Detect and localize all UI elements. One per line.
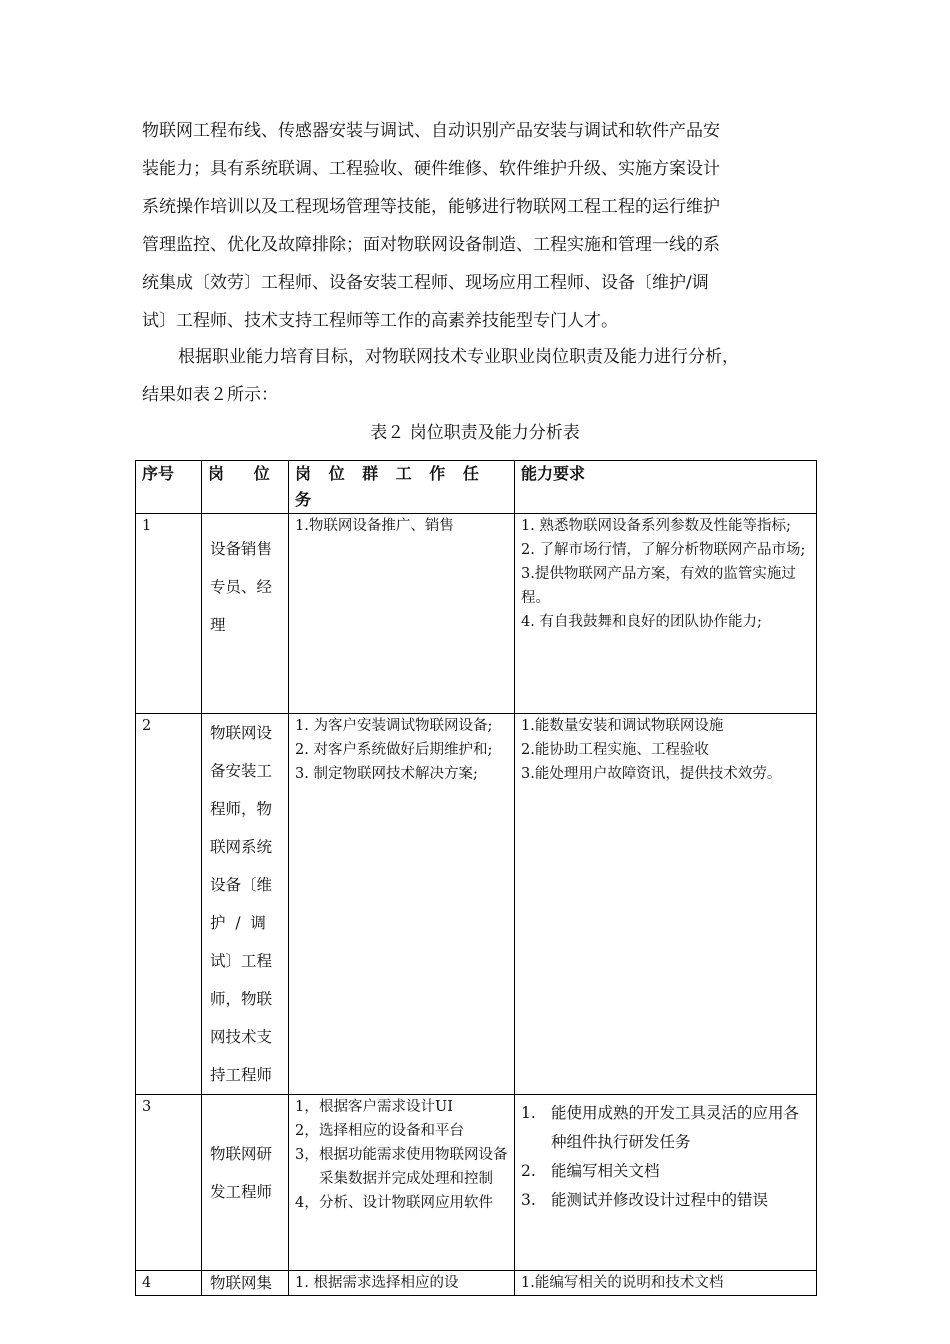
position-line: 试〕工程 (210, 952, 273, 970)
position-line: 师，物联 (210, 990, 273, 1008)
requirement-item: 3.提供物联网产品方案，有效的监管实施过程。 (521, 566, 796, 606)
row-number: 1 (136, 514, 202, 714)
text-line: 统集成〔效劳〕工程师、设备安装工程师、现场应用工程师、设备〔维护/调 (142, 273, 709, 293)
task-item (295, 1095, 508, 1119)
text-line: 系统操作培训以及工程现场管理等技能，能够进行物联网工程工程的运行维护 (142, 197, 720, 217)
requirement-item: 4. 有自我鼓舞和良好的团队协作能力; (521, 614, 762, 630)
position-line: 专员、经 (210, 578, 273, 596)
requirement-item: 2.能协助工程实施、工程验收 (521, 742, 709, 758)
position-cell (202, 1271, 289, 1296)
position-line: 设备〔维 (210, 876, 273, 894)
table-row (136, 714, 817, 1095)
tasks-cell (289, 1095, 515, 1271)
table-caption: 表２ 岗位职责及能力分析表 (370, 423, 580, 443)
position-line: 联网系统 (210, 838, 273, 856)
item-number: 3. (521, 1191, 536, 1209)
item-number: 2， (295, 1123, 319, 1139)
position-line: 理 (210, 616, 226, 634)
item-text: 能使用成熟的开发工具灵活的应用各种组件执行研发任务 (551, 1104, 800, 1151)
task-item: 3. 制定物联网技术解决方案; (295, 766, 478, 782)
header-requirements: 能力要求 (515, 461, 817, 514)
task-item: 1. 根据需求选择相应的设 (295, 1275, 459, 1291)
requirement-list (521, 1099, 810, 1215)
item-text: 根据功能需求使用物联网设备采集数据并完成处理和控制 (319, 1147, 508, 1187)
text-line: 结果如表２所示： (142, 385, 278, 405)
task-list (295, 1095, 508, 1215)
position-cell (202, 514, 289, 714)
requirement-item (521, 1186, 810, 1215)
task-item: 1. 为客户安装调试物联网设备; (295, 718, 493, 734)
item-number: 2. (521, 1162, 536, 1180)
position-line: 网技术支 (210, 1028, 273, 1046)
body-paragraph-1 (142, 112, 814, 340)
item-number: 3， (295, 1147, 319, 1163)
task-item: 1.物联网设备推广、销售 (295, 518, 454, 534)
position-line: 持工程师 (210, 1066, 273, 1084)
table-row (136, 514, 817, 714)
row-number: 3 (136, 1095, 202, 1271)
text-line: 管理监控、优化及故障排除；面对物联网设备制造、工程实施和管理一线的系 (142, 235, 720, 255)
item-text: 根据客户需求设计UI (319, 1099, 453, 1115)
item-number: 1. (521, 1104, 536, 1122)
requirements-cell (515, 514, 817, 714)
position-cell (202, 714, 289, 1095)
header-tasks: 岗 位 群 工 作 任 务 (289, 461, 515, 514)
header-position: 岗 位 (202, 461, 289, 514)
table-header-row (136, 461, 817, 514)
text-line: 装能力；具有系统联调、工程验收、硬件维修、软件维护升级、实施方案设计 (142, 159, 720, 179)
item-text: 选择相应的设备和平台 (319, 1123, 464, 1139)
row-number: 2 (136, 714, 202, 1095)
requirement-item: 1.能数量安装和调试物联网设施 (521, 718, 724, 734)
task-item: 2. 对客户系统做好后期维护和; (295, 742, 493, 758)
tasks-cell (289, 714, 515, 1095)
requirements-cell (515, 1271, 817, 1296)
text-line: 试〕工程师、技术支持工程师等工作的高素养技能型专门人才。 (142, 311, 618, 331)
position-line: 物联网设 (210, 724, 273, 742)
requirements-cell (515, 1095, 817, 1271)
position-line: 备安装工 (210, 762, 273, 780)
task-item (295, 1119, 508, 1143)
table-row (136, 1271, 817, 1296)
body-paragraph-2 (142, 338, 814, 414)
text-line: 根据职业能力培育目标，对物联网技术专业职业岗位职责及能力进行分析， (178, 347, 739, 367)
position-line: 程师，物 (210, 800, 273, 818)
position-line: 发工程师 (210, 1183, 273, 1201)
task-item (295, 1191, 508, 1215)
requirement-item: 3.能处理用户故障资讯，提供技术效劳。 (521, 766, 782, 782)
item-number: 4， (295, 1195, 319, 1211)
task-item (295, 1143, 508, 1191)
item-text: 能测试并修改设计过程中的错误 (551, 1191, 769, 1209)
requirement-item (521, 1099, 810, 1157)
text-line: 物联网工程布线、传感器安装与调试、自动识别产品安装与调试和软件产品安 (142, 121, 720, 141)
header-number: 序号 (136, 461, 202, 514)
job-analysis-table (135, 460, 817, 1296)
requirement-item (521, 1157, 810, 1186)
row-number: 4 (136, 1271, 202, 1296)
position-line: 设备销售 (210, 540, 273, 558)
position-cell (202, 1095, 289, 1271)
requirement-item: 1.能编写相关的说明和技术文档 (521, 1275, 724, 1291)
position-line: 物联网集 (210, 1274, 273, 1292)
table-row (136, 1095, 817, 1271)
requirements-cell (515, 714, 817, 1095)
tasks-cell (289, 1271, 515, 1296)
requirement-item: 1. 熟悉物联网设备系列参数及性能等指标; (521, 518, 791, 534)
item-number: 1， (295, 1099, 319, 1115)
position-line: 物联网研 (210, 1145, 273, 1163)
tasks-cell (289, 514, 515, 714)
item-text: 分析、设计物联网应用软件 (319, 1195, 493, 1211)
item-text: 能编写相关文档 (551, 1162, 660, 1180)
position-line: 护 / 调 (210, 914, 266, 932)
requirement-item: 2. 了解市场行情，了解分析物联网产品市场; (521, 542, 806, 558)
